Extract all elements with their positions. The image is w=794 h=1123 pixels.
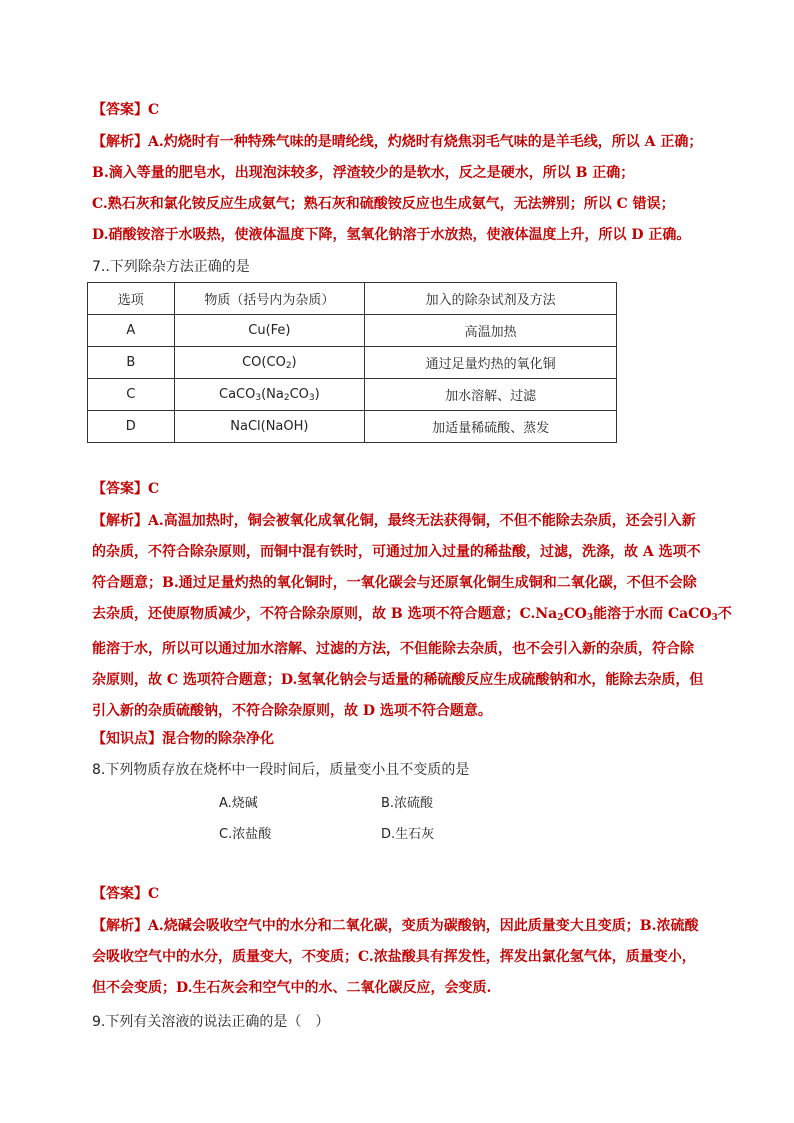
analysis-line: 但不会变质；D.生石灰会和空气中的水、二氧化碳反应，会变质. — [92, 980, 492, 996]
table-cell-method: 加水溶解、过滤 — [365, 379, 617, 411]
subscript: 3 — [711, 613, 718, 623]
analysis-line: 杂原则，故 C 选项符合题意；D.氢氧化钠会与适量的稀硫酸反应生成硫酸钠和水，能除去杂质，但 — [92, 672, 704, 688]
substance-text: CaCO — [219, 386, 256, 402]
table-cell-method: 通过足量灼热的氧化铜 — [365, 347, 617, 379]
substance-text: CO(CO — [242, 354, 286, 370]
analysis-text: CO — [563, 606, 587, 622]
analysis-block — [92, 911, 702, 1004]
choice-b: B.浓硫酸 — [381, 796, 434, 811]
table-row — [88, 411, 617, 443]
choice-c: C.浓盐酸 — [219, 827, 272, 842]
analysis-line: 符合题意；B.通过足量灼热的氧化铜时，一氧化碳会与还原氧化铜生成铜和二氧化碳，不但不会除 — [92, 575, 697, 591]
subscript: 3 — [308, 392, 315, 403]
options-table — [87, 282, 617, 443]
table-cell-substance — [174, 347, 365, 379]
subscript: 2 — [557, 613, 564, 623]
table-header: 选项 — [88, 283, 175, 315]
table-header: 加入的除杂试剂及方法 — [365, 283, 617, 315]
table-cell-option: A — [88, 315, 175, 347]
analysis-line: 的杂质，不符合除杂原则，而铜中混有铁时，可通过加入过量的稀盐酸，过滤，洗涤，故 A 选项不 — [92, 544, 701, 560]
subscript: 3 — [255, 392, 262, 403]
table-cell-substance — [174, 315, 365, 347]
question-8: 8.下列物质存放在烧杯中一段时间后，质量变小且不变质的是 — [92, 762, 470, 778]
table-header-row — [88, 283, 617, 315]
analysis-block — [92, 506, 732, 727]
analysis-line: 引入新的杂质硫酸钠，不符合除杂原则，故 D 选项不符合题意。 — [92, 703, 492, 719]
subscript: 2 — [283, 392, 290, 403]
table-cell-option: B — [88, 347, 175, 379]
table-cell-method: 高温加热 — [365, 315, 617, 347]
analysis-line — [92, 599, 732, 634]
substance-text: Cu(Fe) — [248, 323, 291, 338]
substance-text: ) — [314, 386, 320, 402]
substance-text: ) — [291, 354, 297, 370]
analysis-line: 【解析】A.烧碱会吸收空气中的水分和二氧化碳，变质为碳酸钠，因此质量变大且变质；B.浓硫酸 — [92, 918, 699, 934]
table-cell-option: C — [88, 379, 175, 411]
substance-text: (Na — [261, 386, 284, 402]
analysis-block — [92, 127, 702, 251]
answer-label: 【答案】C — [92, 102, 160, 118]
table-row — [88, 315, 617, 347]
analysis-line: 能溶于水，所以可以通过加水溶解、过滤的方法，不但能除去杂质，也不会引入新的杂质，符合除 — [92, 641, 694, 657]
analysis-line: 【解析】A.高温加热时，铜会被氧化成氧化铜，最终无法获得铜，不但不能除去杂质，还会引入新 — [92, 513, 696, 529]
table-cell-substance — [174, 379, 365, 411]
table-row — [88, 347, 617, 379]
answer-label: 【答案】C — [92, 886, 160, 902]
table-cell-method: 加适量稀硫酸、蒸发 — [365, 411, 617, 443]
choice-d: D.生石灰 — [381, 827, 435, 842]
analysis-line: C.熟石灰和氯化铵反应生成氨气；熟石灰和硫酸铵反应也生成氨气，无法辨别；所以 C 错误； — [92, 196, 675, 212]
question-9: 9.下列有关溶液的说法正确的是（ ） — [92, 1014, 330, 1030]
analysis-line: 【解析】A.灼烧时有一种特殊气味的是晴纶线，灼烧时有烧焦羽毛气味的是羊毛线，所以 A 正确； — [92, 134, 703, 150]
analysis-line: B.滴入等量的肥皂水，出现泡沫较多，浮渣较少的是软水，反之是硬水，所以 B 正确； — [92, 165, 635, 181]
analysis-text: 能溶于水而 CaCO — [593, 606, 712, 622]
table-header: 物质（括号内为杂质） — [174, 283, 365, 315]
table-cell-option: D — [88, 411, 175, 443]
knowledge-point: 【知识点】混合物的除杂净化 — [92, 731, 274, 747]
analysis-line: D.硝酸铵溶于水吸热，使液体温度下降，氢氧化钠溶于水放热，使液体温度上升，所以 D 正确。 — [92, 227, 691, 243]
answer-label: 【答案】C — [92, 481, 160, 497]
subscript: 3 — [586, 613, 594, 623]
table-cell-substance — [174, 411, 365, 443]
analysis-line: 会吸收空气中的水分，质量变大，不变质；C.浓盐酸具有挥发性，挥发出氯化氢气体，质量变小， — [92, 949, 696, 965]
substance-text: CO — [289, 386, 309, 402]
analysis-text: 去杂质，还使原物质减少，不符合除杂原则，故 B 选项不符合题意；C.Na — [92, 606, 558, 622]
table-row — [88, 379, 617, 411]
choice-a: A.烧碱 — [219, 796, 258, 811]
substance-text: NaCl(NaOH) — [230, 419, 309, 434]
analysis-text: 不 — [717, 606, 732, 622]
subscript: 2 — [285, 360, 292, 371]
question-7: 7..下列除杂方法正确的是 — [92, 259, 250, 275]
